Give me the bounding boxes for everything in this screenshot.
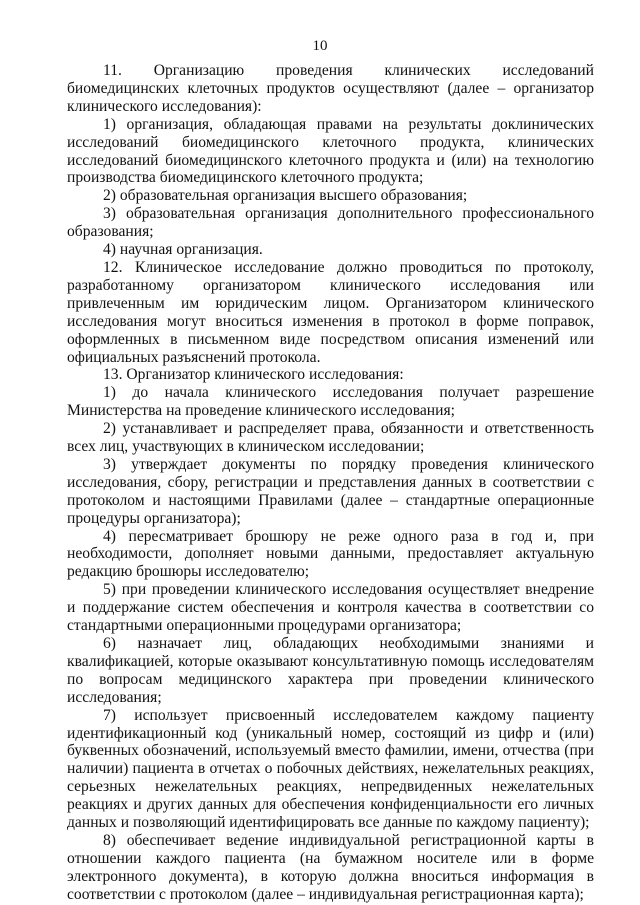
paragraph-13: 13. Организатор клинического исследования: — [103, 366, 404, 384]
paragraph-13-item-7: 7) использует присвоенный исследователем каждому пациенту идентификационный код (уникальный номер, состоящий из цифр и (или) буквенных обозначений, используемый вместо фамилии, имени, отчества (при наличии) пациента в отчетах о побочных действиях, нежелательных реакциях, серьезных нежелательных реакциях, непредвиденных нежелательных реакциях и других данных для обеспечения конфиденциальности его личных данных и позволяющий идентифицировать все данные по каждому пациенту); — [67, 706, 594, 832]
paragraph-13-item-4: 4) пересматривает брошюру не реже одного раза в год и, при необходимости, дополняет новыми данными, предоставляет актуальную редакцию брошюры исследователю; — [67, 527, 594, 581]
paragraph-11-item-2: 2) образовательная организация высшего образования; — [103, 187, 468, 205]
paragraph-13-item-6: 6) назначает лиц, обладающих необходимыми знаниями и квалификацией, которые оказывают консультативную помощь исследователям по вопросам медицинского характера при проведении клинического исследования; — [67, 635, 594, 706]
paragraph-11: 11. Организацию проведения клинических исследований биомедицинских клеточных продуктов осуществляют (далее – организатор клинического исследования): — [67, 62, 594, 115]
paragraph-11-item-4: 4) научная организация. — [103, 241, 263, 259]
paragraph-11-item-1: 1) организация, обладающая правами на результаты доклинических исследований биомедицинского клеточного продукта, клинических исследований биомедицинского клеточного продукта и (или) на технологию производства биомедицинского клеточного продукта; — [67, 115, 594, 187]
paragraph-13-item-1: 1) до начала клинического исследования получает разрешение Министерства на проведение клинического исследования; — [67, 384, 594, 420]
paragraph-13-item-8: 8) обеспечивает ведение индивидуальной регистрационной карты в отношении каждого пациента (на бумажном носителе или в форме электронного документа), в которую должна вноситься информация в соответствии с протоколом (далее – индивидуальная регистрационная карта); — [67, 831, 594, 903]
document-body — [67, 62, 594, 904]
paragraph-12: 12. Клиническое исследование должно проводиться по протоколу, разработанному организатором клинического исследования или привлеченным им юридическим лицом. Организатором клинического исследования могут вноситься изменения в протокол в форме поправок, оформленных в письменном виде посредством описания изменений или официальных разъяснений протокола. — [67, 258, 594, 366]
paragraph-11-item-3: 3) образовательная организация дополнительного профессионального образования; — [67, 205, 594, 241]
paragraph-13-item-5: 5) при проведении клинического исследования осуществляет внедрение и поддержание систем обеспечения и контроля качества в соответствии со стандартными операционными процедурами организатора; — [67, 581, 594, 635]
paragraph-13-item-2: 2) устанавливает и распределяет права, обязанности и ответственность всех лиц, участвующих в клиническом исследовании; — [67, 420, 594, 456]
page-number: 10 — [312, 38, 328, 54]
paragraph-13-item-3: 3) утверждает документы по порядку проведения клинического исследования, сбору, регистрации и представления данных в соответствии с протоколом и настоящими Правилами (далее – стандартные операционные процедуры организатора); — [67, 455, 594, 527]
